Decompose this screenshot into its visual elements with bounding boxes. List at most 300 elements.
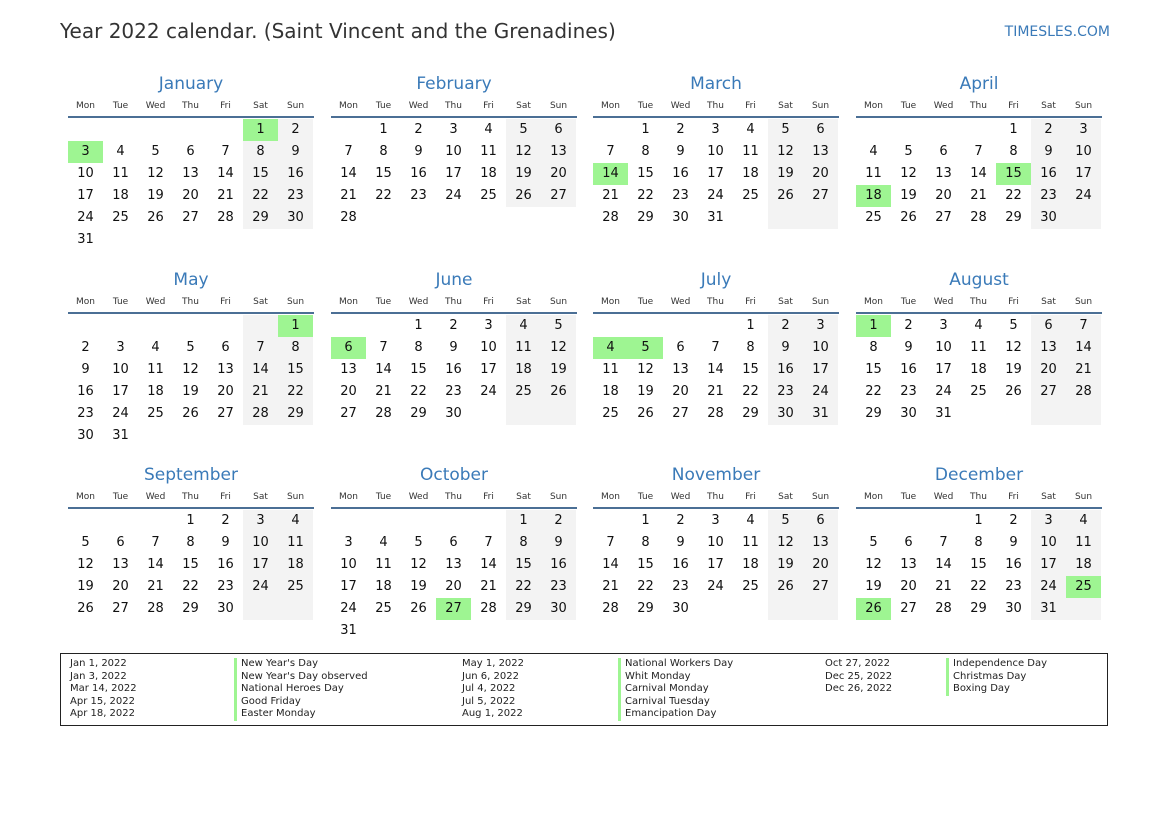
day-cell: 28: [707, 406, 724, 421]
legend-entry: Dec 26, 2022: [825, 683, 893, 695]
weekday-label: Sun: [549, 297, 568, 307]
weekday-label: Tue: [637, 492, 654, 502]
week-row: [331, 207, 577, 229]
empty-day-cell: [366, 510, 401, 532]
day-cell: 1: [641, 513, 650, 528]
day-cell: 18: [742, 557, 759, 572]
day-cell: 3: [803, 315, 838, 337]
day-cell: 14: [375, 362, 392, 377]
empty-day-cell: [366, 207, 401, 229]
day-cell: 11: [112, 166, 129, 181]
empty-day-cell: [1066, 598, 1101, 620]
day-cell: 17: [707, 557, 724, 572]
month-july: [593, 269, 839, 425]
day-cell: 18: [602, 384, 619, 399]
day-cell: 14: [243, 359, 278, 381]
weekday-label: Sat: [253, 101, 268, 111]
week-row: [331, 359, 577, 381]
day-cell: 17: [1031, 554, 1066, 576]
empty-day-cell: [628, 315, 663, 337]
week-row: [68, 359, 314, 381]
week-row: [593, 141, 839, 163]
day-cell: 4: [1066, 510, 1101, 532]
day-cell: 28: [480, 601, 497, 616]
day-cell: 14: [147, 557, 164, 572]
day-cell: 6: [803, 119, 838, 141]
week-row: [68, 163, 314, 185]
day-cell: 25: [506, 381, 541, 403]
day-cell: 26: [768, 185, 803, 207]
empty-day-cell: [138, 315, 173, 337]
day-cell: 13: [445, 557, 462, 572]
weekday-label: Thu: [970, 492, 987, 502]
weekday-label: Sun: [286, 492, 305, 502]
day-cell: 26: [77, 601, 94, 616]
legend-entry: Emancipation Day: [618, 708, 733, 721]
day-cell: 13: [672, 362, 689, 377]
day-cell: 10: [77, 166, 94, 181]
weekday-label: Fri: [220, 297, 231, 307]
day-cell: 14: [1066, 337, 1101, 359]
month-august: [856, 269, 1102, 425]
weekday-label: Wed: [670, 492, 691, 502]
empty-day-cell: [506, 207, 541, 229]
day-cell: 23: [410, 188, 427, 203]
empty-day-cell: [856, 119, 891, 141]
day-cell: 23: [445, 384, 462, 399]
weekday-header: [593, 98, 839, 114]
day-cell: 18: [112, 188, 129, 203]
day-cell: 23: [217, 579, 234, 594]
weekday-label: Sat: [778, 492, 793, 502]
weekday-label: Mon: [864, 101, 883, 111]
day-cell: 2: [1009, 513, 1018, 528]
weekday-header: [856, 294, 1102, 310]
day-cell: 11: [742, 144, 759, 159]
weekday-label: Wed: [408, 297, 429, 307]
day-cell: 24: [935, 384, 952, 399]
week-row: [593, 119, 839, 141]
day-cell: 5: [506, 119, 541, 141]
week-row: [856, 510, 1102, 532]
legend-entry: National Workers Day: [618, 658, 733, 671]
month-december: [856, 464, 1102, 620]
weekday-label: Sun: [811, 101, 830, 111]
weekday-header: [593, 294, 839, 310]
day-cell: 3: [711, 122, 720, 137]
day-cell: 21: [217, 188, 234, 203]
day-cell: 5: [81, 535, 90, 550]
day-cell: 8: [186, 535, 195, 550]
legend-entry: National Heroes Day: [234, 683, 368, 696]
day-cell: 13: [900, 557, 917, 572]
day-cell: 11: [742, 535, 759, 550]
day-cell: 13: [935, 166, 952, 181]
week-row: [68, 554, 314, 576]
weekday-label: Sat: [1041, 297, 1056, 307]
weekday-header: [68, 294, 314, 310]
legend-entry: Carnival Monday: [618, 683, 733, 696]
day-cell: 22: [742, 384, 759, 399]
week-row: [593, 207, 839, 229]
empty-day-cell: [733, 207, 768, 229]
week-row: [593, 359, 839, 381]
day-cell: 8: [243, 141, 278, 163]
legend-entry: Apr 18, 2022: [70, 708, 136, 720]
legend-entry: New Year's Day observed: [234, 671, 368, 684]
weekday-label: Wed: [670, 101, 691, 111]
weekday-label: Thu: [707, 492, 724, 502]
empty-day-cell: [593, 119, 628, 141]
month-divider: [68, 507, 314, 509]
day-cell: 12: [147, 166, 164, 181]
empty-day-cell: [803, 598, 838, 620]
month-divider: [856, 507, 1102, 509]
day-cell: 9: [449, 340, 458, 355]
week-row: [331, 403, 577, 425]
weekday-label: Sat: [253, 297, 268, 307]
day-cell: 31: [803, 403, 838, 425]
day-cell: 1: [278, 315, 313, 337]
weekday-label: Sun: [1074, 492, 1093, 502]
week-row: [331, 141, 577, 163]
day-cell: 3: [484, 318, 493, 333]
day-cell: 4: [116, 144, 125, 159]
day-cell: 14: [707, 362, 724, 377]
day-cell: 28: [147, 601, 164, 616]
week-row: [68, 141, 314, 163]
day-cell: 7: [939, 535, 948, 550]
day-cell: 20: [803, 554, 838, 576]
empty-day-cell: [366, 315, 401, 337]
month-march: [593, 73, 839, 229]
day-cell: 24: [480, 384, 497, 399]
day-cell: 3: [939, 318, 948, 333]
day-cell: 21: [375, 384, 392, 399]
day-cell: 6: [904, 535, 913, 550]
legend-entry: May 1, 2022: [462, 658, 525, 669]
day-cell: 27: [935, 210, 952, 225]
legend-entry: Apr 15, 2022: [70, 695, 136, 707]
day-cell: 29: [506, 598, 541, 620]
day-cell: 16: [1005, 557, 1022, 572]
day-cell: 22: [278, 381, 313, 403]
weekday-label: Wed: [145, 297, 166, 307]
day-cell: 17: [445, 166, 462, 181]
day-cell: 22: [1005, 188, 1022, 203]
day-cell: 8: [974, 535, 983, 550]
month-november: [593, 464, 839, 620]
day-cell: 26: [541, 381, 576, 403]
weekday-label: Thu: [182, 297, 199, 307]
day-cell: 11: [147, 362, 164, 377]
day-cell: 8: [414, 340, 423, 355]
day-cell: 10: [480, 340, 497, 355]
day-cell: 21: [970, 188, 987, 203]
day-cell: 29: [1005, 210, 1022, 225]
week-row: [856, 598, 1102, 620]
day-cell: 26: [182, 406, 199, 421]
day-cell: 21: [243, 381, 278, 403]
empty-day-cell: [366, 620, 401, 642]
day-cell: 15: [996, 163, 1031, 185]
day-cell: 28: [970, 210, 987, 225]
day-cell: 12: [768, 532, 803, 554]
week-row: [593, 532, 839, 554]
week-row: [593, 554, 839, 576]
day-cell: 1: [186, 513, 195, 528]
day-cell: 4: [506, 315, 541, 337]
day-cell: 11: [480, 144, 497, 159]
weekday-label: Fri: [1008, 297, 1019, 307]
week-row: [331, 510, 577, 532]
weekday-label: Tue: [112, 101, 129, 111]
day-cell: 4: [869, 144, 878, 159]
day-cell: 13: [340, 362, 357, 377]
day-cell: 16: [768, 359, 803, 381]
empty-day-cell: [138, 229, 173, 251]
weekday-label: Wed: [408, 492, 429, 502]
day-cell: 13: [112, 557, 129, 572]
day-cell: 23: [278, 185, 313, 207]
month-divider: [68, 116, 314, 118]
legend-dates-col-1: [70, 658, 137, 721]
day-cell: 29: [278, 403, 313, 425]
weekday-label: Sun: [811, 492, 830, 502]
day-cell: 16: [410, 166, 427, 181]
empty-day-cell: [103, 229, 138, 251]
day-cell: 26: [506, 185, 541, 207]
day-cell: 26: [900, 210, 917, 225]
weekday-label: Sun: [286, 297, 305, 307]
empty-day-cell: [173, 229, 208, 251]
week-row: [856, 141, 1102, 163]
day-cell: 13: [803, 532, 838, 554]
week-row: [68, 119, 314, 141]
day-cell: 22: [637, 579, 654, 594]
site-link[interactable]: TIMESLES.COM: [1004, 24, 1110, 40]
empty-day-cell: [663, 315, 698, 337]
day-cell: 21: [1066, 359, 1101, 381]
day-cell: 26: [410, 601, 427, 616]
day-cell: 6: [449, 535, 458, 550]
day-cell: 14: [593, 163, 628, 185]
day-cell: 27: [340, 406, 357, 421]
day-cell: 14: [602, 557, 619, 572]
day-cell: 4: [746, 513, 755, 528]
day-cell: 21: [480, 579, 497, 594]
legend-entry: Carnival Tuesday: [618, 696, 733, 709]
day-cell: 29: [637, 210, 654, 225]
day-cell: 23: [672, 579, 689, 594]
day-cell: 19: [900, 188, 917, 203]
week-row: [331, 315, 577, 337]
day-cell: 5: [768, 119, 803, 141]
month-january: [68, 73, 314, 251]
day-cell: 27: [436, 598, 471, 620]
day-cell: 27: [182, 210, 199, 225]
weekday-label: Sat: [516, 492, 531, 502]
day-cell: 13: [541, 141, 576, 163]
day-cell: 4: [278, 510, 313, 532]
day-cell: 11: [375, 557, 392, 572]
day-cell: 13: [217, 362, 234, 377]
weekday-label: Sat: [778, 297, 793, 307]
legend-entry: Jan 3, 2022: [70, 670, 127, 682]
day-cell: 25: [865, 210, 882, 225]
day-cell: 6: [1031, 315, 1066, 337]
day-cell: 26: [1005, 384, 1022, 399]
day-cell: 25: [742, 579, 759, 594]
month-divider: [331, 312, 577, 314]
day-cell: 9: [541, 532, 576, 554]
day-cell: 17: [1066, 163, 1101, 185]
day-cell: 6: [221, 340, 230, 355]
empty-day-cell: [208, 425, 243, 447]
weekday-label: Sat: [516, 297, 531, 307]
week-row: [593, 185, 839, 207]
day-cell: 13: [182, 166, 199, 181]
day-cell: 24: [1031, 576, 1066, 598]
day-cell: 17: [707, 166, 724, 181]
weekday-label: Sat: [778, 101, 793, 111]
weekday-label: Wed: [145, 101, 166, 111]
day-cell: 2: [414, 122, 423, 137]
day-cell: 17: [803, 359, 838, 381]
day-cell: 7: [379, 340, 388, 355]
day-cell: 12: [506, 141, 541, 163]
empty-day-cell: [243, 229, 278, 251]
weekday-label: Fri: [745, 101, 756, 111]
month-name: February: [416, 74, 492, 94]
weekday-header: [331, 294, 577, 310]
day-cell: 19: [77, 579, 94, 594]
month-name: March: [690, 74, 742, 94]
day-cell: 8: [1009, 144, 1018, 159]
day-cell: 15: [278, 359, 313, 381]
month-name: January: [158, 74, 224, 94]
day-cell: 19: [147, 188, 164, 203]
weekday-label: Thu: [182, 492, 199, 502]
day-cell: 22: [375, 188, 392, 203]
month-name: July: [700, 270, 732, 290]
week-row: [856, 576, 1102, 598]
day-cell: 15: [506, 554, 541, 576]
weekday-label: Sun: [549, 492, 568, 502]
empty-day-cell: [68, 510, 103, 532]
weekday-label: Mon: [864, 492, 883, 502]
day-cell: 17: [480, 362, 497, 377]
day-cell: 1: [243, 119, 278, 141]
week-row: [856, 337, 1102, 359]
day-cell: 10: [340, 557, 357, 572]
day-cell: 11: [506, 337, 541, 359]
empty-day-cell: [436, 620, 471, 642]
day-cell: 11: [865, 166, 882, 181]
week-row: [593, 510, 839, 532]
day-cell: 20: [112, 579, 129, 594]
day-cell: 27: [1031, 381, 1066, 403]
empty-day-cell: [471, 207, 506, 229]
empty-day-cell: [68, 315, 103, 337]
day-cell: 24: [707, 579, 724, 594]
week-row: [68, 425, 314, 447]
legend-entry: Dec 25, 2022: [825, 670, 893, 682]
day-cell: 25: [112, 210, 129, 225]
empty-day-cell: [243, 425, 278, 447]
day-cell: 18: [970, 362, 987, 377]
weekday-label: Mon: [76, 492, 95, 502]
empty-day-cell: [331, 315, 366, 337]
day-cell: 4: [746, 122, 755, 137]
empty-day-cell: [506, 620, 541, 642]
day-cell: 8: [379, 144, 388, 159]
day-cell: 12: [410, 557, 427, 572]
day-cell: 22: [970, 579, 987, 594]
week-row: [856, 185, 1102, 207]
day-cell: 17: [77, 188, 94, 203]
day-cell: 29: [637, 601, 654, 616]
empty-day-cell: [471, 510, 506, 532]
legend-entry: Oct 27, 2022: [825, 658, 890, 669]
month-october: [331, 464, 577, 642]
day-cell: 7: [606, 535, 615, 550]
legend-entry: Boxing Day: [946, 683, 1047, 696]
day-cell: 9: [278, 141, 313, 163]
weekday-label: Tue: [112, 492, 129, 502]
day-cell: 13: [803, 141, 838, 163]
day-cell: 28: [602, 601, 619, 616]
day-cell: 9: [676, 144, 685, 159]
day-cell: 9: [768, 337, 803, 359]
empty-day-cell: [138, 425, 173, 447]
day-cell: 11: [970, 340, 987, 355]
empty-day-cell: [593, 315, 628, 337]
week-row: [593, 163, 839, 185]
month-name: June: [435, 270, 473, 290]
week-row: [68, 381, 314, 403]
week-row: [68, 598, 314, 620]
month-divider: [331, 507, 577, 509]
day-cell: 21: [707, 384, 724, 399]
day-cell: 26: [768, 576, 803, 598]
day-cell: 11: [1066, 532, 1101, 554]
day-cell: 26: [856, 598, 891, 620]
weekday-label: Fri: [483, 297, 494, 307]
empty-day-cell: [278, 229, 313, 251]
day-cell: 22: [506, 576, 541, 598]
month-september: [68, 464, 314, 620]
day-cell: 3: [1066, 119, 1101, 141]
day-cell: 16: [1031, 163, 1066, 185]
day-cell: 12: [77, 557, 94, 572]
day-cell: 23: [77, 406, 94, 421]
day-cell: 14: [935, 557, 952, 572]
day-cell: 7: [711, 340, 720, 355]
day-cell: 19: [768, 554, 803, 576]
day-cell: 9: [221, 535, 230, 550]
legend-entry: Jan 1, 2022: [70, 658, 127, 669]
day-cell: 18: [278, 554, 313, 576]
legend-dates-col-2: [462, 658, 524, 721]
empty-day-cell: [698, 598, 733, 620]
day-cell: 10: [707, 535, 724, 550]
week-row: [856, 554, 1102, 576]
week-row: [331, 576, 577, 598]
day-cell: 25: [1066, 576, 1101, 598]
day-cell: 30: [445, 406, 462, 421]
empty-day-cell: [961, 119, 996, 141]
